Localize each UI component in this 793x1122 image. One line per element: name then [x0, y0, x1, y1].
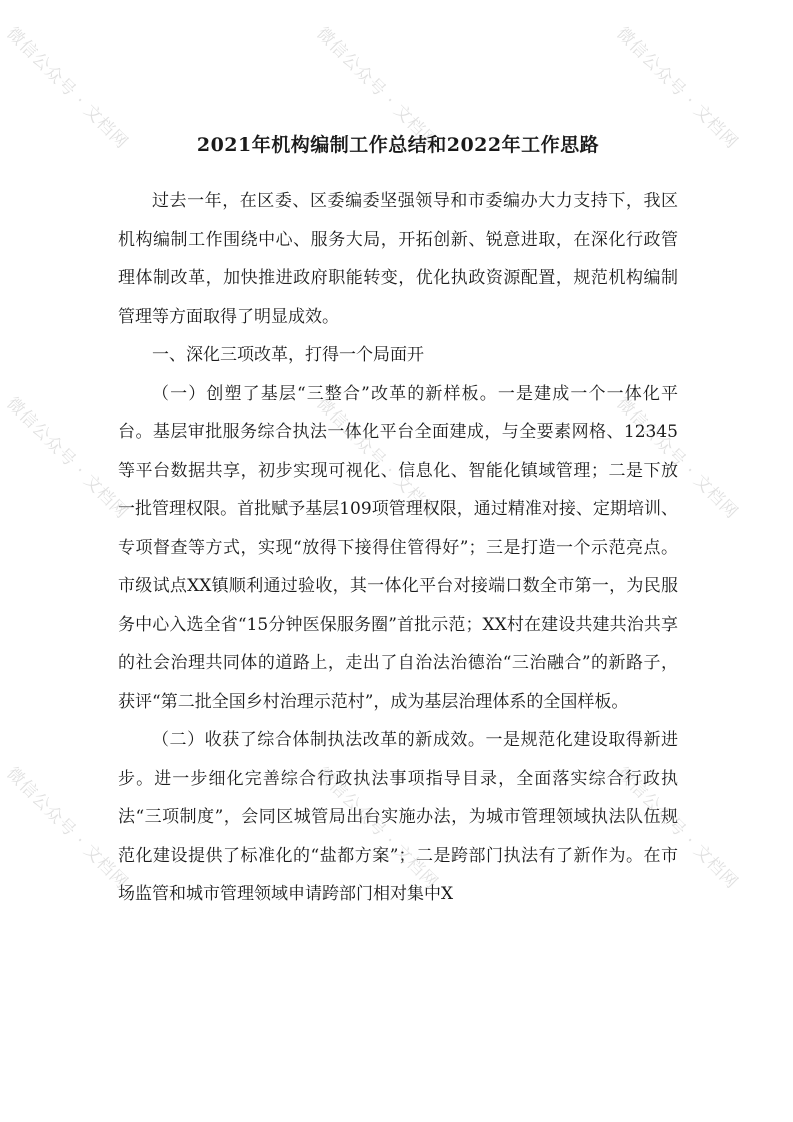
watermark: 微信公众号 · 文档网: [2, 393, 132, 524]
watermark: 微信公众号 · 文档网: [312, 393, 442, 524]
body-paragraph: （二）收获了综合体制执法改革的新成效。一是规范化建设取得新进步。进一步细化完善综合行政执法事项指导目录，全面落实综合行政执法“三项制度”，会同区城管局出台实施办法，为城市管理领域执法队伍规范化建设提供了标准化的“盐都方案”；二是跨部门执法有了新作为。在市场监管和城市管理领域申请跨部门相对集中X: [118, 730, 678, 904]
watermark: 微信公众号 · 文档网: [312, 763, 442, 894]
body-paragraph: （一）创塑了基层“三整合”改革的新样板。一是建成一个一体化平台。基层审批服务综合执法一体化平台全面建成，与全要素网格、12345等平台数据共享，初步实现可视化、信息化、智能化镇域管理；二是下放一批管理权限。首批赋予基层109项管理权限，通过精准对接、定期培训、专项督查等方式，实现“放得下接得住管得好”；三是打造一个示范亮点。市级试点XX镇顺利通过验收，其一体化平台对接端口数全市第一，为民服务中心入选全省“15分钟医保服务圈”首批示范；XX村在建设共建共治共享的社会治理共同体的道路上，走出了自治法治德治“三治融合”的新路子，获评“第二批全国乡村治理示范村”，成为基层治理体系的全国样板。: [118, 383, 678, 712]
watermark: 微信公众号 · 文档网: [2, 763, 132, 894]
watermark: 微信公众号 · 文档网: [612, 393, 742, 524]
document-title: 2021年机构编制工作总结和2022年工作思路: [196, 134, 600, 156]
section-heading: 一、深化三项改革，打得一个局面开: [152, 345, 424, 365]
watermark: 微信公众号 · 文档网: [312, 23, 442, 154]
watermark: 微信公众号 · 文档网: [612, 23, 742, 154]
intro-paragraph: 过去一年，在区委、区委编委坚强领导和市委编办大力支持下，我区机构编制工作围绕中心、服务大局，开拓创新、锐意进取，在深化行政管理体制改革，加快推进政府职能转变，优化执政资源配置，规范机构编制管理等方面取得了明显成效。: [118, 191, 678, 327]
watermark: 微信公众号 · 文档网: [612, 763, 742, 894]
document-body: [118, 128, 678, 914]
watermark: 微信公众号 · 文档网: [2, 23, 132, 154]
